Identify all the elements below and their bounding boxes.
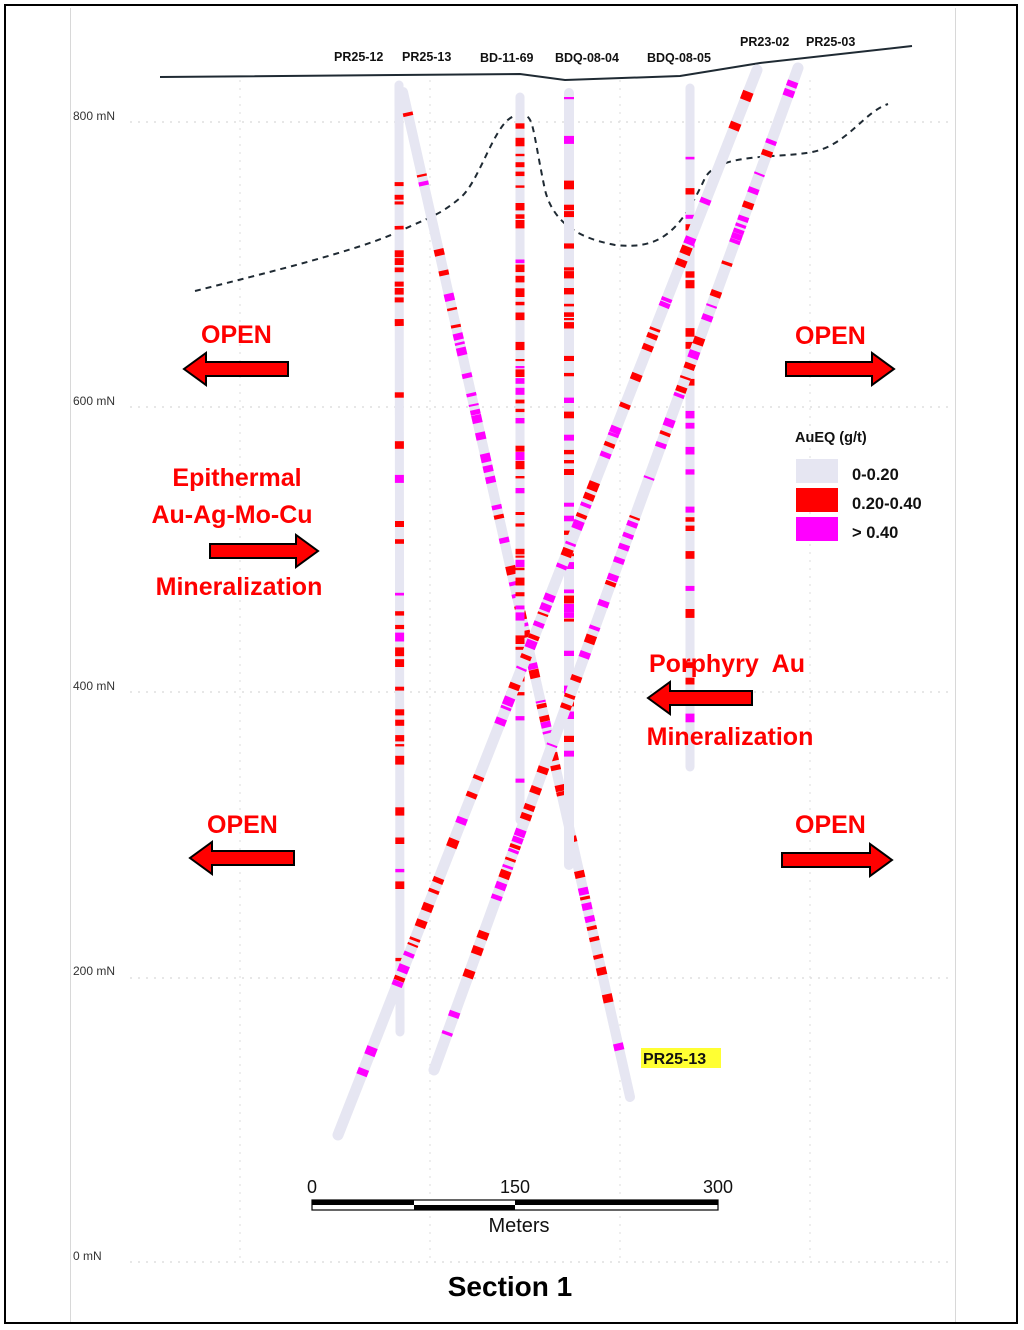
assay-interval [362,1069,365,1075]
assay-interval [747,202,749,208]
assay-interval [791,81,793,87]
assay-interval [443,270,444,275]
assay-interval [543,613,544,615]
mineralization-boundary-dashed [195,104,888,291]
epithermal-annotation [151,464,322,601]
assay-interval [542,767,544,773]
assay-interval [437,878,439,883]
assay-interval [561,565,563,569]
assay-interval [399,977,401,981]
assay-interval [552,744,553,746]
assay-interval [426,904,429,912]
assay-interval [412,944,413,946]
assay-interval [614,427,617,434]
assay-interval [726,262,727,265]
assay-interval [505,707,506,710]
assay-interval [666,298,667,302]
assay-interval [504,871,507,879]
scale-tick-300: 300 [702,1177,734,1197]
assay-interval [738,229,740,233]
assay-interval [534,670,536,679]
assay-interval [471,393,472,396]
assay-interval [482,932,485,939]
assay-interval [605,453,607,458]
assay-interval [420,920,423,927]
assay-interval [547,731,548,734]
assay-interval [510,566,512,575]
assay-interval [766,151,768,157]
hole-label-bdq-08-05: BDQ-08-05 [647,51,711,65]
scale-bar-seg2 [414,1205,515,1210]
legend-label-low: 0-0.20 [852,466,899,484]
assay-interval [517,837,519,843]
assay-interval [585,896,586,899]
assay-interval [478,776,480,780]
assay-interval [449,294,451,301]
assay-interval [530,641,533,649]
assay-interval [770,140,772,144]
assay-interval [704,199,706,204]
assay-interval [649,477,650,479]
assay-interval [602,601,604,607]
epithermal-line1: Epithermal [172,464,302,492]
assay-interval [591,926,592,930]
arrow-left-icon [190,842,294,874]
assay-interval [456,325,457,328]
assay-interval [519,830,522,837]
assay-interval [471,793,473,798]
assay-interval [664,302,666,307]
assay-interval [788,90,790,97]
assay-interval [496,505,497,510]
assay-interval [458,333,460,339]
assay-interval [651,334,653,339]
elevation-labels [73,109,115,1263]
assay-interval [453,1012,455,1018]
legend-swatch-mid [796,488,838,512]
hole-label-pr23-02: PR23-02 [740,35,790,49]
assay-interval [592,482,595,490]
assay-interval [496,895,498,900]
assay-interval [504,538,505,543]
assay-interval [510,858,511,861]
assay-interval [759,173,760,175]
open-label-top-right: OPEN [795,322,866,350]
legend-swatch-low [796,459,838,483]
assay-interval [631,522,633,527]
scale-tick-0: 0 [306,1177,318,1197]
section-title: Section 1 [447,1271,573,1302]
elevation-label-200: 200 mN [73,964,116,978]
assay-interval [451,839,454,847]
legend [795,430,922,542]
assay-interval [613,433,614,436]
assay-interval [581,514,583,518]
assay-interval [678,394,679,397]
assay-interval [532,663,533,669]
assay-interval [752,188,754,193]
assay-interval [618,558,620,563]
assay-interval [507,866,508,869]
legend-label-mid: 0.20-0.40 [852,495,922,513]
assay-interval [402,965,405,972]
assay-interval [654,328,655,331]
hole-label-bdq-08-04: BDQ-08-04 [555,51,619,65]
assay-interval [668,419,671,426]
assay-interval [685,247,688,255]
assay-interval [660,443,662,448]
assay-interval [452,308,453,310]
assay-interval [588,494,590,500]
assay-interval [711,305,712,307]
assay-interval [439,249,441,256]
assay-interval [513,684,515,690]
highlight-hole-label [641,1048,721,1068]
elevation-label-0: 0 mN [73,1249,102,1263]
assay-interval [745,92,748,100]
assay-interval [475,410,476,415]
assay-interval [515,845,516,849]
assay-interval [736,234,738,240]
assay-interval [447,1032,448,1035]
assay-interval [548,594,551,601]
assay-interval [525,655,527,659]
assay-interval [500,883,503,890]
hole-label-pr25-12: PR25-12 [334,50,384,64]
scale-unit: Meters [488,1215,550,1237]
assay-interval [467,373,468,378]
hole-label-pr25-03: PR25-03 [806,35,856,49]
elevation-label-600: 600 mN [73,394,116,408]
assay-interval [685,377,686,379]
assay-interval [740,224,741,227]
assay-interval [570,543,571,546]
open-label-top-left: OPEN [201,321,272,349]
scale-tick-150: 150 [499,1177,531,1197]
assay-interval [589,635,592,643]
assay-interval [706,315,708,321]
open-label-bottom-left: OPEN [207,811,278,839]
assay-interval [499,718,502,724]
assay-interval [688,237,691,244]
assay-interval [715,291,717,297]
assay-interval [609,443,611,447]
assay-interval [422,174,423,176]
assay-interval [583,888,585,895]
assay-interval [601,968,603,976]
assay-interval [734,240,735,244]
assay-interval [569,695,570,699]
assay-interval [561,792,562,796]
assay-interval [627,534,629,538]
assay-interval [585,503,586,507]
assay-interval [414,938,415,941]
assay-interval [693,351,696,359]
assay-interval [513,850,514,853]
legend-title: AuEQ (g/t) [795,430,867,446]
hole-label-pr25-13: PR25-13 [402,50,452,64]
assay-interval [521,668,522,670]
assay-interval [647,345,649,351]
assay-interval [742,216,744,221]
assay-interval [598,955,599,959]
porphyry-line2: Mineralization [646,723,814,751]
assay-interval [485,454,487,463]
assay-interval [460,342,461,345]
legend-label-high: > 0.40 [852,524,899,542]
elevation-label-800: 800 mN [73,109,116,123]
assay-interval [408,112,409,116]
assay-interval [476,415,478,423]
assay-interval [433,890,434,893]
open-label-bottom-right: OPEN [795,811,866,839]
legend-swatch-high [796,517,838,541]
assay-interval [555,765,556,770]
assay-interval [594,626,595,630]
assay-interval [534,787,537,794]
assay-interval [397,981,399,986]
assay-interval [369,1047,372,1055]
porphyry-line1: Porphyry Au [648,650,806,678]
assay-interval [499,515,500,519]
arrow-left-icon [648,682,752,714]
scale-bar-seg3 [515,1200,718,1205]
assay-interval [579,871,581,878]
assay-interval [560,785,561,791]
assay-interval [586,903,588,910]
epithermal-line2: Au-Ag-Mo-Cu [151,501,313,529]
hole-label-bd-11-69: BD-11-69 [480,51,534,65]
assay-interval [610,582,612,586]
assay-interval [487,466,488,472]
assay-interval [680,260,683,267]
assay-interval [618,1043,620,1050]
assay-interval [460,818,462,824]
assay-interval [566,549,569,557]
assay-interval [680,387,682,392]
highlight-label-text: PR25-13 [643,1051,707,1068]
assay-interval [576,521,579,529]
assay-interval [468,970,471,978]
assay-interval [476,947,479,955]
assay-interval [689,363,691,369]
assay-interval [589,916,590,922]
assay-interval [612,575,614,581]
assay-interval [533,635,535,639]
assay-interval [507,697,510,705]
assay-interval [734,123,737,130]
elevation-label-400: 400 mN [73,679,116,693]
assay-interval [538,622,540,627]
assay-interval [635,374,638,381]
drill-hole-pr25-12 [399,85,400,1032]
assay-interval [623,544,625,549]
drill-hole-pr25-03 [434,68,798,1070]
arrow-right-icon [210,535,318,567]
scale-bar-seg1 [312,1200,414,1205]
assay-interval [461,348,463,356]
assay-interval [607,994,609,1002]
assay-interval [423,181,424,185]
assay-interval [565,704,567,709]
assay-interval [575,676,577,681]
assay-interval [544,716,545,722]
assay-interval [594,937,595,941]
assay-interval [480,432,482,439]
assay-interval [528,805,530,811]
assay-interval [525,631,527,638]
assay-interval [514,582,515,586]
epithermal-line3: Mineralization [155,573,323,601]
assay-interval [624,404,626,409]
assay-interval [541,704,542,708]
scale-bar [307,1177,733,1237]
assay-interval [545,722,546,728]
assay-interval [665,432,666,435]
arrow-left-icon [184,353,288,385]
assay-interval [634,517,635,519]
assay-interval [584,652,586,658]
assay-interval [490,477,491,483]
assay-interval [544,604,547,611]
assay-interval [698,338,701,345]
arrow-right-icon [782,844,892,876]
assay-interval [525,814,527,820]
assay-interval [408,953,410,957]
arrow-right-icon [786,353,894,385]
